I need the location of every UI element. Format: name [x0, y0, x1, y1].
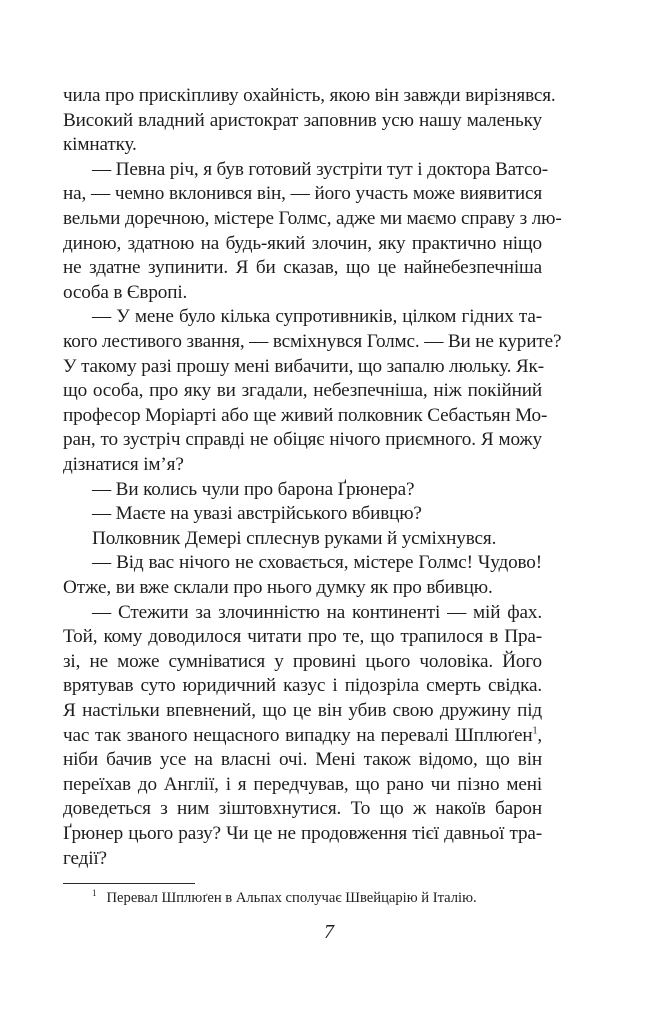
text-line: Полковник Демері сплеснув руками й усміхнувся. [92, 527, 497, 549]
text-line: кого лестивого звання, — всміхнувся Голмс. — Ви не курите? [63, 331, 562, 352]
text-line: диною, здатною на будь-який злочин, яку практично ніщо [63, 232, 542, 254]
text-line: чила про прискіпливу охайність, якою він завжди вирізнявся. [63, 85, 556, 106]
text-line: врятував суто юридичний казус і підозріла смерть свідка. [63, 675, 542, 697]
text-line: — Від вас нічого не сховається, містере Голмс! Чудово! [92, 552, 542, 574]
text-line: не здатне зупинити. Я би сказав, що це найнебезпечніша [63, 257, 542, 279]
text-line: що особа, про яку ви згадали, небезпечніша, ніж покійний [63, 380, 542, 402]
text-line: Високий владний аристократ заповнив усю нашу маленьку [63, 109, 542, 131]
text-line: зі, не може сумніватися у провині цього чоловіка. Його [63, 650, 542, 672]
footnote-marker: 1 [92, 888, 97, 899]
footnote-divider [63, 883, 195, 884]
text-line: Той, кому доводилося читати про те, що трапилося в Пра- [63, 626, 542, 648]
text-line: дізнатися ім’я? [63, 454, 184, 475]
text-line: — Маєте на увазі австрійського вбивцю? [92, 503, 422, 525]
text-line: Я настільки впевнений, що це він убив свою дружину під [63, 700, 542, 721]
text-line: професор Моріарті або ще живий полковник Себастьян Мо- [63, 404, 548, 426]
text-line: Ґрюнер цього разу? Чи це не продовження тієї давньої тра- [63, 823, 542, 844]
text-line: Отже, ви вже склали про нього думку як про вбивцю. [63, 577, 493, 598]
text-segment: , [537, 724, 542, 746]
text-line: — Стежити за злочинністю на континенті — мій фах. [92, 601, 542, 623]
text-line: особа в Європі. [63, 281, 188, 303]
text-line: доведеться з ним зіштовхнутися. То що ж накоїв барон [63, 798, 542, 820]
footnote [92, 888, 477, 908]
text-line: — Ви колись чули про барона Ґрюнера? [92, 478, 415, 500]
text-line: ніби бачив усе на власні очі. Мені також відомо, що він [63, 749, 542, 771]
text-line: на, — чемно вклонився він, — його участь може виявитися [63, 183, 542, 205]
text-line: — Певна річ, я був готовий зустріти тут і доктора Ватсо- [92, 158, 549, 180]
text-line: У такому разі прошу мені вибачити, що запалю люльку. Як- [63, 355, 544, 377]
text-line-with-footnote-ref [63, 724, 542, 749]
text-line: вельми доречною, містере Голмс, адже ми маємо справу з лю- [63, 208, 562, 229]
footnote-reference: 1 [532, 725, 538, 737]
text-line: переїхав до Англії, і я передчував, що рано чи пізно мені [63, 773, 542, 795]
text-line: гедії? [63, 847, 107, 869]
text-line: кімнатку. [63, 134, 137, 156]
footnote-text: Перевал Шплюґен в Альпах сполучає Швейцарію й Італію. [106, 890, 477, 907]
text-line: ран, то зустріч справді не обіцяє нічого приємного. Я можу [63, 429, 542, 451]
text-segment: час так званого нещасного випадку на перевалі Шплюґен [63, 724, 533, 746]
text-line: — У мене було кілька супротивників, цілком гідних та- [92, 306, 542, 328]
page-number: 7 [324, 921, 334, 944]
